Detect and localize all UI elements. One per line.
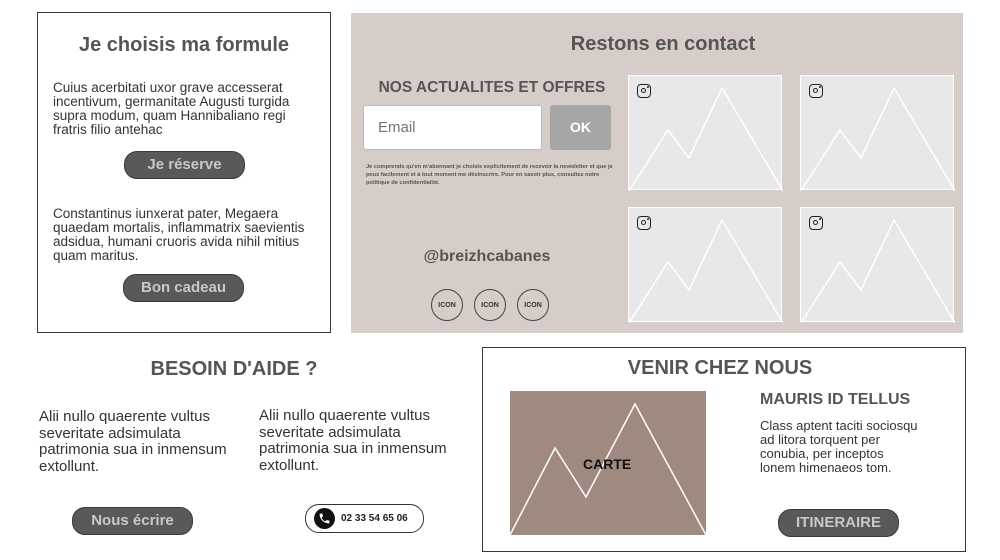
instagram-handle: @breizhcabanes (423, 248, 551, 265)
visit-panel (482, 347, 966, 552)
image-placeholder-icon (629, 208, 783, 323)
instagram-post-2[interactable] (800, 75, 954, 190)
visit-text: Class aptent taciti sociosqu ad litora torquent per conubia, per inceptos lonem himenaeos tom. (760, 418, 918, 475)
itinerary-button[interactable]: ITINERAIRE (778, 509, 899, 537)
visit-subtitle: MAURIS ID TELLUS (760, 391, 911, 408)
phone-number: 02 33 54 65 06 (341, 513, 408, 524)
instagram-icon (809, 84, 823, 98)
formule-title: Je choisis ma formule (78, 34, 290, 56)
contact-title: Restons en contact (570, 33, 756, 55)
instagram-icon (637, 216, 651, 230)
newsletter-heading: NOS ACTUALITES ET OFFRES (378, 79, 606, 96)
visit-title: VENIR CHEZ NOUS (627, 357, 813, 379)
help-section (0, 340, 470, 555)
social-icon-3[interactable]: ICON (517, 289, 549, 321)
reserve-button[interactable]: Je réserve (124, 151, 245, 179)
social-icon-2[interactable]: ICON (474, 289, 506, 321)
phone-icon (314, 508, 335, 529)
social-icon-1[interactable]: ICON (431, 289, 463, 321)
image-placeholder-icon (801, 76, 955, 191)
newsletter-disclaimer: Je comprends qu'en m'abonnant je choisis explicitement de recevoir la newsletter et que je peux facilement et à tout moment me désinscrire. Pour en savoir plus, consultez notre politique de confidentialité. (366, 164, 613, 186)
formule-text-1: Cuius acerbitati uxor grave accesserat incentivum, germanitate Augusti turgida supra modum, quam Hannibaliano regi fratris filio antehac (53, 80, 290, 137)
image-placeholder-icon (801, 208, 955, 323)
help-text-1: Alii nullo quaerente vultus severitate adsimulata patrimonia sua in inmensum extollunt. (39, 408, 227, 475)
image-placeholder-icon (629, 76, 783, 191)
ok-button[interactable]: OK (550, 105, 611, 150)
formule-panel (37, 12, 331, 333)
gift-button[interactable]: Bon cadeau (123, 274, 244, 302)
instagram-icon (809, 216, 823, 230)
map[interactable] (510, 391, 706, 535)
write-us-button[interactable]: Nous écrire (72, 507, 193, 535)
email-input[interactable] (363, 105, 542, 150)
phone-button[interactable] (305, 504, 424, 533)
instagram-post-4[interactable] (800, 207, 954, 322)
help-text-2: Alii nullo quaerente vultus severitate adsimulata patrimonia sua in inmensum extollunt. (259, 407, 447, 474)
help-title: BESOIN D'AIDE ? (150, 358, 318, 380)
instagram-post-1[interactable] (628, 75, 782, 190)
instagram-post-3[interactable] (628, 207, 782, 322)
contact-panel (351, 13, 963, 333)
instagram-icon (637, 84, 651, 98)
map-label: CARTE (583, 456, 632, 472)
formule-text-2: Constantinus iunxerat pater, Megaera quaedam mortalis, inflammatrix saevientis adsidua, humani cruoris avida nihil mitius quam maritus. (53, 206, 305, 263)
